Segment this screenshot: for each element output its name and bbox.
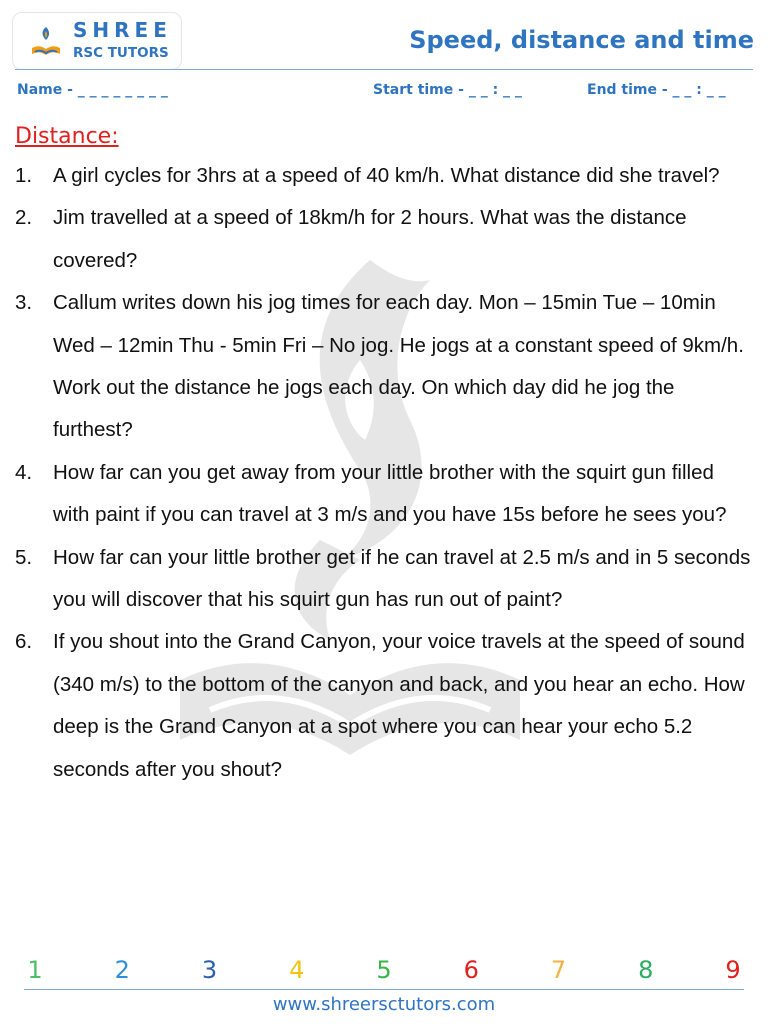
start-time-label: Start time - _ _ : _ _	[373, 82, 522, 98]
question-item	[15, 197, 755, 282]
name-field-label: Name - _ _ _ _ _ _ _ _	[17, 82, 168, 98]
logo-tagline: RSC TUTORS	[73, 45, 169, 61]
footer-website: www.shreersctutors.com	[272, 994, 496, 1015]
brand-logo	[12, 12, 182, 70]
logo-brand-text: SHREE	[73, 18, 172, 42]
digit-2: 2	[114, 956, 130, 984]
question-text: Jim travelled at a speed of 18km/h for 2 hours. What was the distance covered?	[53, 206, 687, 272]
question-text: If you shout into the Grand Canyon, your voice travels at the speed of sound (340 m/s) to the bottom of the canyon and back, and you hear an echo. How deep is the Grand Canyon at a spot where you can hear your echo 5.2 seconds after you shout?	[53, 630, 745, 781]
question-text: Callum writes down his jog times for each day. Mon – 15min Tue – 10min Wed – 12min Thu - 5min Fri – No jog. He jogs at a constant speed of 9km/h. Work out the distance he jogs each day. On which day did he jog the furthest?	[53, 291, 744, 442]
digit-9: 9	[725, 956, 741, 984]
decorative-digit-row	[20, 952, 748, 988]
question-item	[15, 155, 755, 197]
question-item	[15, 621, 755, 791]
question-number: 6.	[15, 630, 33, 654]
digit-3: 3	[201, 956, 218, 984]
question-number: 4.	[15, 460, 33, 484]
digit-7: 7	[550, 956, 567, 984]
question-item	[15, 282, 755, 452]
question-number: 1.	[15, 164, 33, 187]
section-heading: Distance:	[15, 124, 119, 149]
question-item	[15, 537, 755, 622]
question-number: 3.	[15, 291, 33, 315]
digit-6: 6	[463, 956, 479, 984]
question-text: How far can your little brother get if he can travel at 2.5 m/s and in 5 seconds you will discover that his squirt gun has run out of paint?	[53, 545, 751, 612]
question-number: 2.	[15, 206, 33, 230]
digit-8: 8	[638, 956, 654, 984]
worksheet-title: Speed, distance and time	[409, 26, 754, 54]
footer-divider	[24, 989, 744, 990]
header-divider	[15, 69, 753, 70]
digit-4: 4	[289, 956, 305, 984]
question-list	[15, 155, 755, 791]
digit-5: 5	[376, 956, 392, 984]
digit-1: 1	[27, 956, 43, 984]
question-item	[15, 452, 755, 537]
question-number: 5.	[15, 545, 33, 569]
end-time-label: End time - _ _ : _ _	[587, 82, 726, 98]
question-text: How far can you get away from your little brother with the squirt gun filled with paint if you can travel at 3 m/s and you have 15s before he sees you?	[53, 460, 727, 527]
book-flame-logo-icon	[29, 24, 63, 60]
question-text: A girl cycles for 3hrs at a speed of 40 km/h. What distance did she travel?	[53, 164, 720, 187]
